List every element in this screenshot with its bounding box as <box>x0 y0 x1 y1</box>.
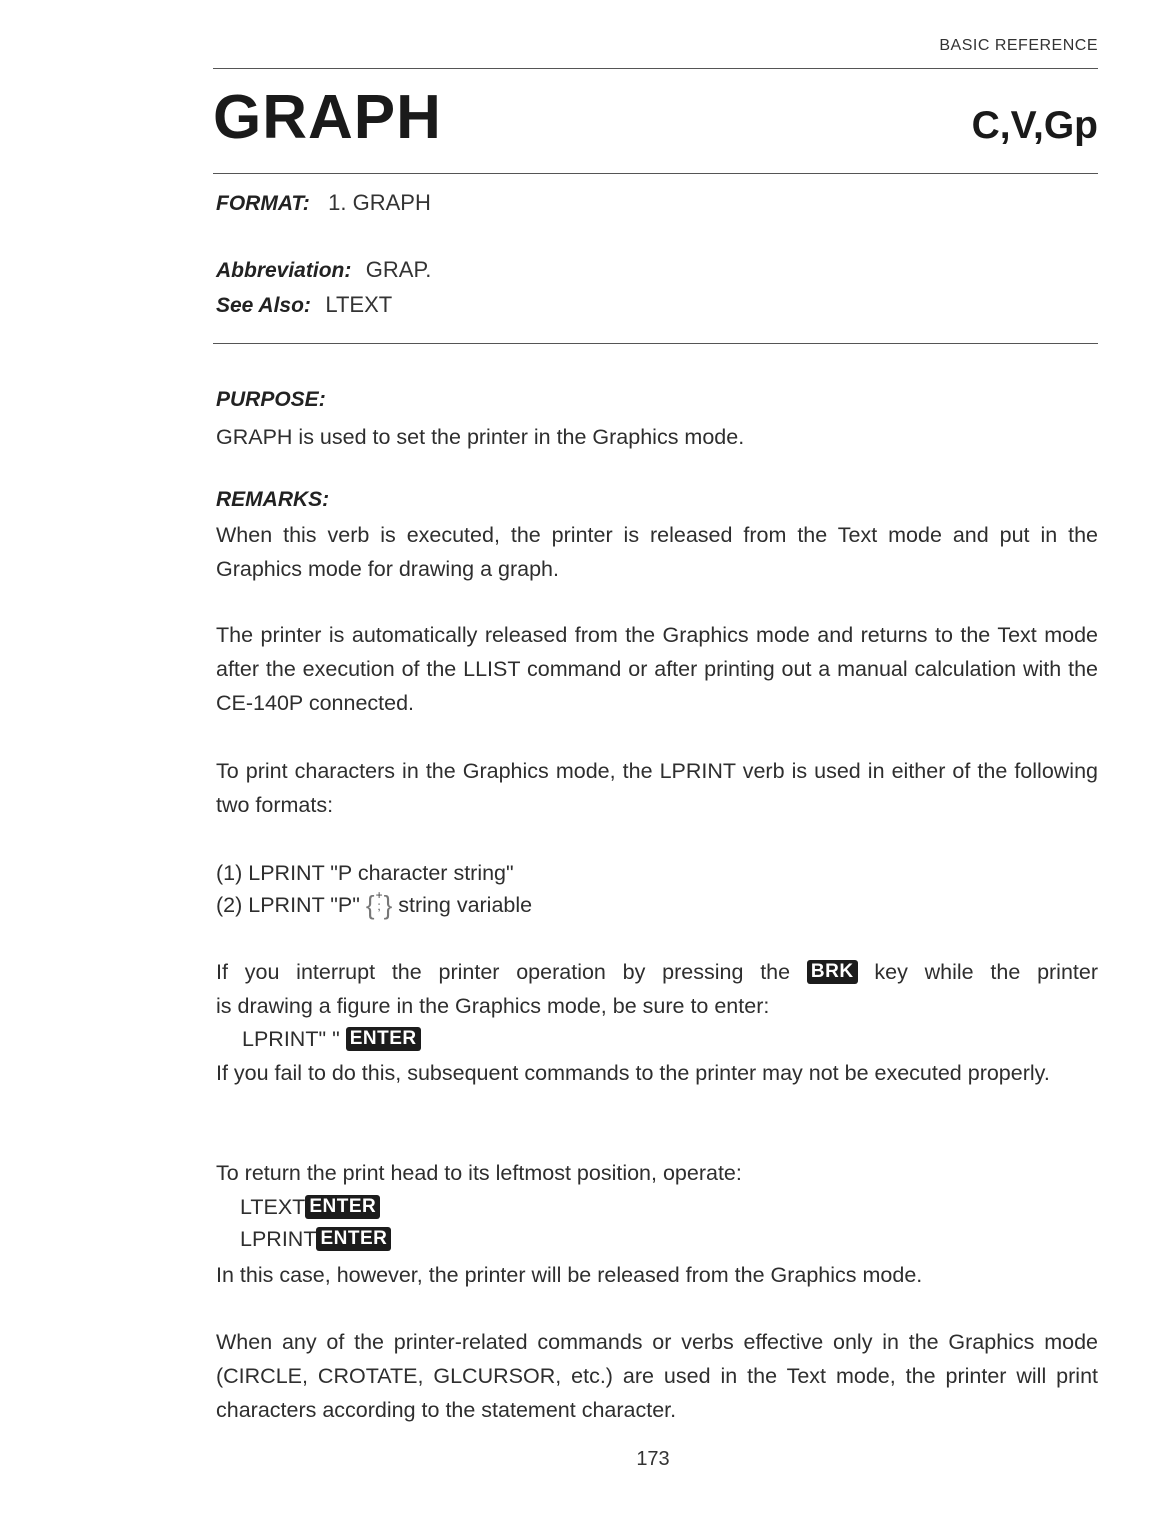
section-header: BASIC REFERENCE <box>939 37 1098 54</box>
purpose-text: GRAPH is used to set the printer in the Graphics mode. <box>216 425 745 449</box>
format-rule <box>213 343 1098 344</box>
format-2-symbol-plus: + <box>375 888 383 902</box>
remarks-paragraph-8: When any of the printer-related commands or verbs effective only in the Graphics mode (CIRCLE, CROTATE, GLCURSOR, etc.) are used in the Text mode, the printer will print characters according to the statement character. <box>216 1330 1098 1422</box>
lprint-format-2-suffix: string variable <box>398 893 533 917</box>
enter-key: ENTER <box>346 1027 421 1051</box>
remarks-paragraph-3: To print characters in the Graphics mode, the LPRINT verb is used in either of the following two formats: <box>216 759 1098 817</box>
ltext-text: LTEXT <box>240 1195 306 1219</box>
interrupt-line-2: is drawing a figure in the Graphics mode, be sure to enter: <box>216 994 770 1018</box>
command-title: GRAPH <box>213 83 442 152</box>
format-row <box>216 190 431 216</box>
see-also-label: See Also: <box>216 294 311 317</box>
lprint-format-2 <box>216 888 1098 922</box>
remarks-heading: REMARKS: <box>216 488 330 511</box>
enter-key: ENTER <box>316 1227 391 1251</box>
title-rule <box>213 173 1098 174</box>
command-lprint <box>240 1222 840 1256</box>
remarks-paragraph-6: To return the print head to its leftmost position, operate: <box>216 1161 742 1185</box>
command-modes: C,V,Gp <box>971 104 1098 147</box>
abbreviation-label: Abbreviation: <box>216 259 352 282</box>
right-brace-icon: } <box>383 890 393 920</box>
command-lprint-blank <box>242 1022 842 1056</box>
abbreviation-row <box>216 257 431 283</box>
format-value: 1. GRAPH <box>328 190 431 215</box>
format-2-symbol-semicolon: ; <box>377 899 381 913</box>
format-2-symbols <box>376 890 383 912</box>
lprint-format-2-prefix: (2) LPRINT "P" <box>216 893 360 917</box>
abbreviation-value: GRAP. <box>365 257 432 282</box>
page-number: 173 <box>636 1448 670 1470</box>
interrupt-line-1 <box>216 955 1098 989</box>
remarks-paragraph-5: If you fail to do this, subsequent commands to the printer may not be executed properly. <box>216 1061 1050 1085</box>
enter-key: ENTER <box>305 1195 380 1219</box>
format-label: FORMAT: <box>216 192 310 215</box>
see-also-value: LTEXT <box>325 292 393 317</box>
lprint-text: LPRINT <box>240 1227 317 1251</box>
header-rule <box>213 68 1098 69</box>
brk-key: BRK <box>807 960 858 984</box>
lprint-format-1: (1) LPRINT "P character string" <box>216 861 514 885</box>
see-also-row <box>216 292 392 318</box>
interrupt-text-after: key while the printer <box>874 960 1099 984</box>
remarks-paragraph-2: The printer is automatically released from the Graphics mode and returns to the Text mode after the execution of the LLIST command or after printing out a manual calculation with the CE-140P connected. <box>216 623 1098 715</box>
lprint-blank-text: LPRINT" " <box>242 1027 340 1051</box>
purpose-heading: PURPOSE: <box>216 388 326 411</box>
interrupt-text-before: If you interrupt the printer operation by pressing the <box>216 960 791 984</box>
remarks-paragraph-7: In this case, however, the printer will be released from the Graphics mode. <box>216 1263 923 1287</box>
remarks-paragraph-1: When this verb is executed, the printer is released from the Text mode and put in the Graphics mode for drawing a graph. <box>216 523 1098 581</box>
left-brace-icon: { <box>365 890 375 920</box>
command-ltext <box>240 1190 840 1224</box>
